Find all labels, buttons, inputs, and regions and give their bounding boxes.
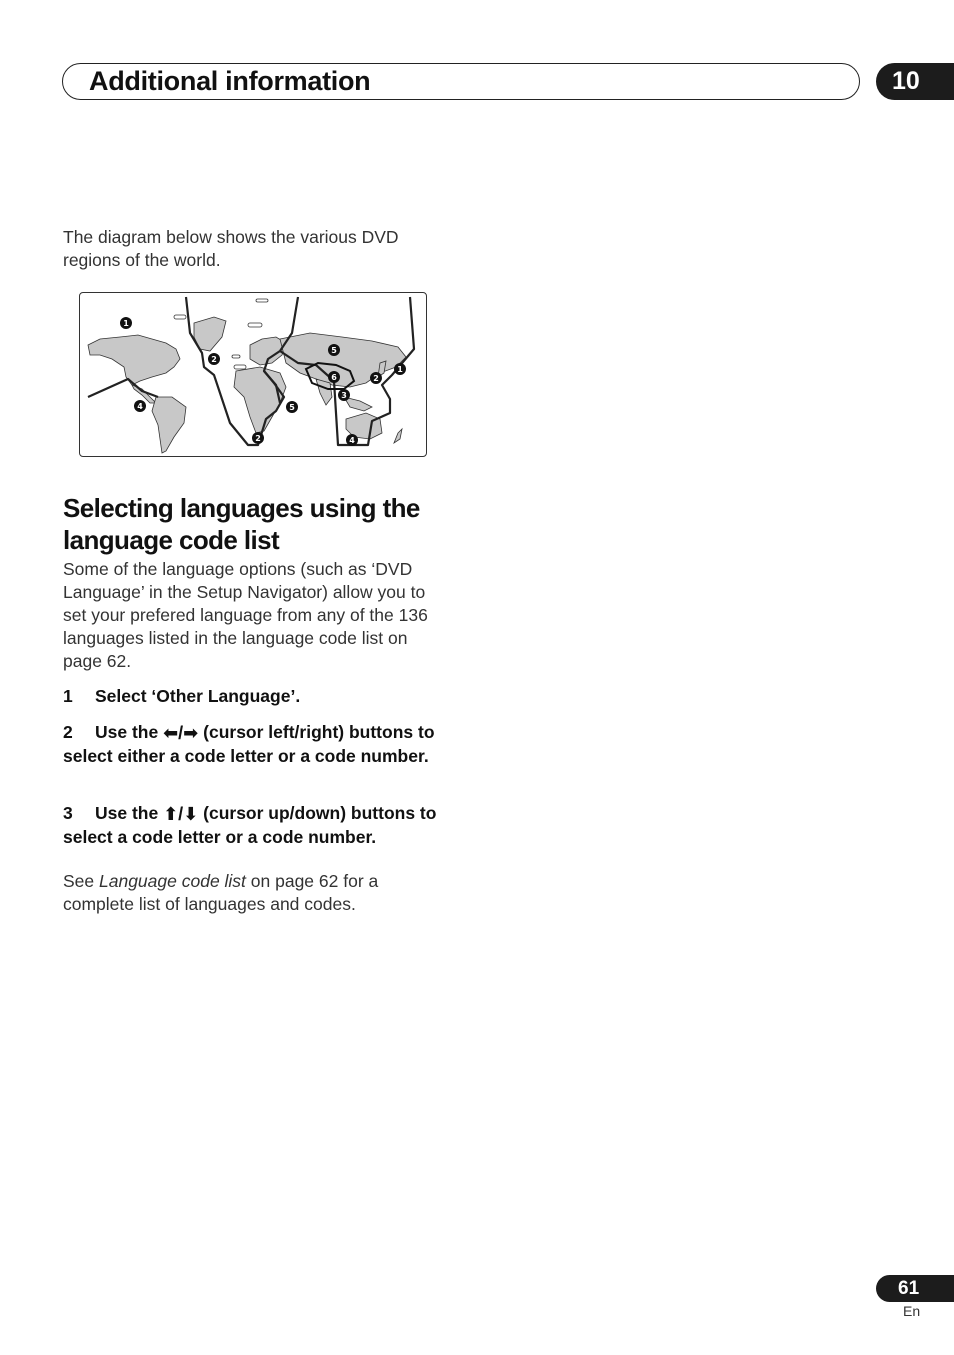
- region-marker-label: 1: [123, 319, 129, 328]
- region-marker: [370, 372, 382, 384]
- region-marker-label: 5: [289, 403, 295, 412]
- region-marker-label: 2: [373, 374, 379, 383]
- new-zealand-shape: [394, 429, 402, 443]
- north-america-shape: [88, 335, 180, 385]
- step-text: Select ‘Other Language’.: [95, 686, 301, 706]
- step-3: [63, 802, 453, 849]
- step-number: 2: [63, 722, 73, 742]
- section-heading: Selecting languages using the language code list: [63, 493, 420, 555]
- up-down-arrow-icon: ⬆/⬇: [163, 804, 199, 824]
- chapter-badge: 10: [876, 63, 954, 100]
- step-text-post: (cursor up/down) buttons to select a code letter or a code number.: [63, 803, 437, 847]
- language-code-list-reference: Language code list: [99, 871, 246, 891]
- step-2: [63, 721, 453, 768]
- region-marker: [328, 371, 340, 383]
- region-marker: [346, 434, 358, 446]
- region-marker-label: 6: [331, 373, 337, 382]
- africa-shape: [234, 367, 286, 433]
- note-prefix: See: [63, 871, 99, 891]
- island-shape: [256, 299, 268, 302]
- language-code: En: [903, 1303, 921, 1319]
- step-text-pre: Use the: [95, 722, 159, 742]
- step-text-pre: Use the: [95, 803, 159, 823]
- step-1: [63, 685, 453, 708]
- region-marker-label: 1: [397, 365, 403, 374]
- india-shape: [316, 379, 332, 405]
- section-body: Some of the language options (such as ‘DVD Language’ in the Setup Navigator) allow you to set your prefered language from any of the 136 languages listed in the language code list on page 62.: [63, 559, 428, 671]
- region-marker: [208, 353, 220, 365]
- region-marker-label: 5: [331, 346, 337, 355]
- island-shape: [174, 315, 186, 319]
- island-shape: [248, 323, 262, 327]
- page-title: Additional information: [89, 66, 371, 96]
- step-number: 3: [63, 803, 73, 823]
- region-marker: [338, 389, 350, 401]
- left-right-arrow-icon: ⬅/➡: [163, 723, 199, 743]
- dvd-region-map: [79, 292, 427, 457]
- region-marker: [394, 363, 406, 375]
- region-marker: [120, 317, 132, 329]
- region-marker-label: 2: [211, 355, 217, 364]
- region-marker-label: 3: [341, 391, 347, 400]
- region-marker-label: 4: [137, 402, 143, 411]
- page-number: 61: [876, 1275, 954, 1302]
- island-shape: [234, 365, 246, 369]
- cross-reference-note: [63, 870, 443, 916]
- step-text-post: (cursor left/right) buttons to select either a code letter or a code number.: [63, 722, 435, 766]
- region-marker: [134, 400, 146, 412]
- step-number: 1: [63, 686, 73, 706]
- island-shape: [232, 355, 240, 358]
- region-marker: [286, 401, 298, 413]
- region-marker-label: 4: [349, 436, 355, 445]
- region-marker: [328, 344, 340, 356]
- intro-text: The diagram below shows the various DVD regions of the world.: [63, 227, 399, 270]
- region-marker: [252, 432, 264, 444]
- south-america-shape: [152, 397, 186, 453]
- note-suffix: on page 62 for a complete list of languages and codes.: [63, 871, 379, 914]
- region-marker-label: 2: [255, 434, 261, 443]
